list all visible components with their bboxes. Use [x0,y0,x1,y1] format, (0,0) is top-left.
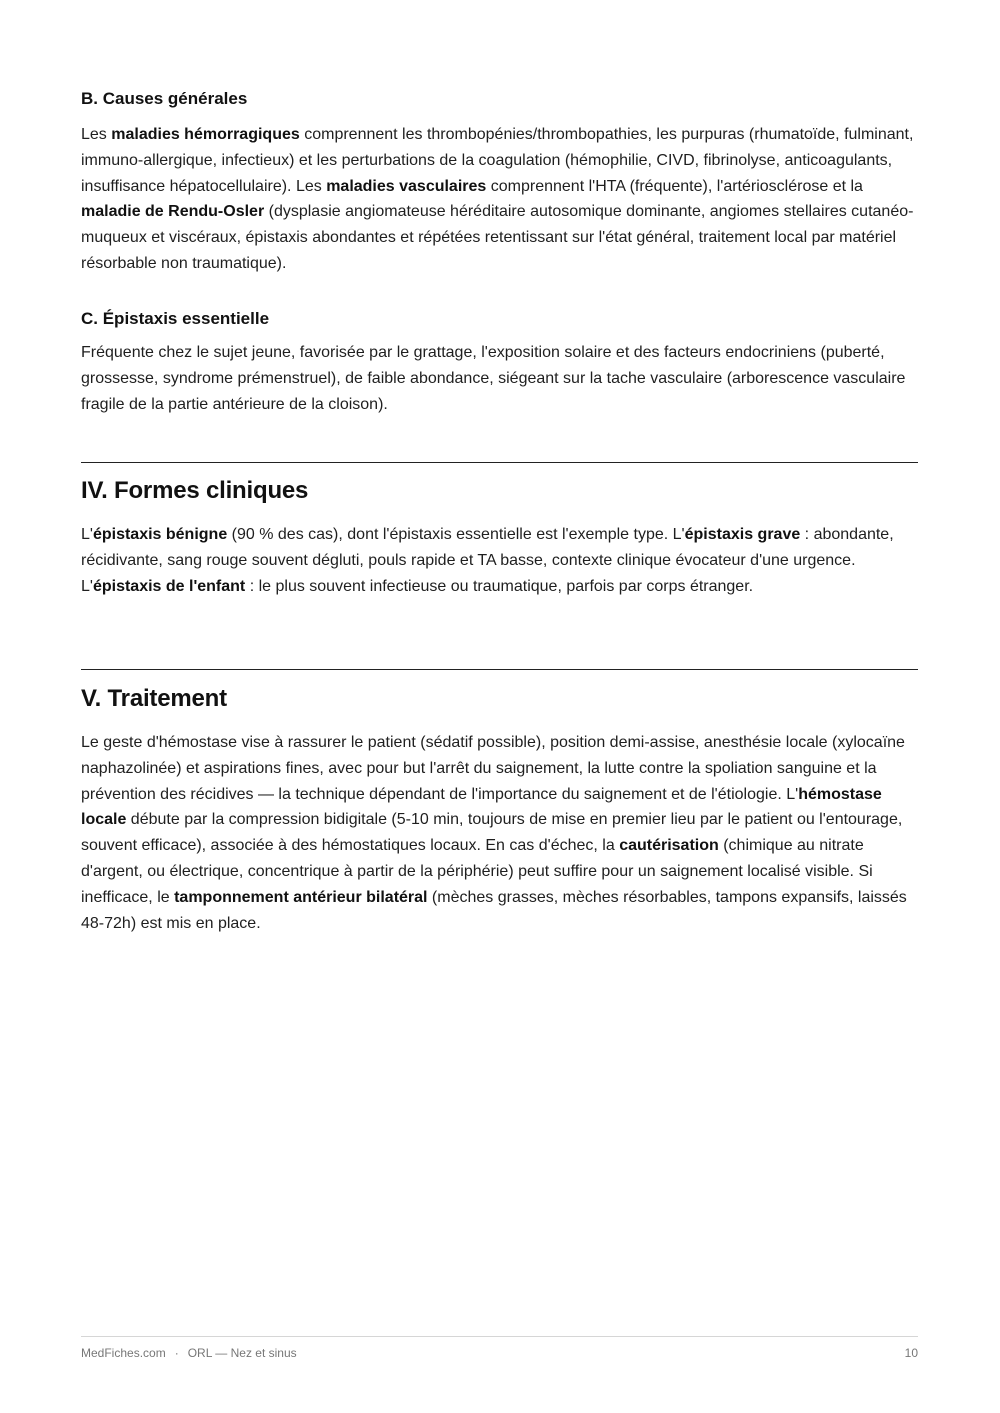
text-run: Les [81,126,112,143]
text-run: : le plus souvent infectieuse ou traumatique, parfois par corps étranger. [245,577,754,595]
section-title-formes-cliniques: IV. Formes cliniques [81,477,309,504]
text-run: (dysplasie angiomateuse héréditaire autosomique dominante, angiomes stellaires cutanéo-muqueux et viscéraux, épistaxis abondantes et répétées retentissant sur l'état général, traitement local par matériel résorbable non traumatique). [81,203,914,272]
paragraph-epistaxis-essentielle: Fréquente chez le sujet jeune, favorisée par le grattage, l'exposition solaire et des facteurs endocriniens (puberté, grossesse, syndrome prémenstruel), de faible abondance, siégeant sur la tache vasculaire (arborescence vasculaire fragile de la partie antérieure de la cloison). [81,344,906,413]
footer-divider [81,1336,918,1337]
text-run: comprennent les thrombopénies/thrombopathies, les purpuras (rhumatoïde, fulminant, immuno-allergique, infectieux) et les perturbations de la coagulation (hémophilie, CIVD, fibrinolyse, anticoagulants, insuffisance hépatocellulaire). Les [81,126,914,195]
document-page [81,0,918,1413]
paragraph-causes-generales [81,122,918,277]
text-run: (mèches grasses, mèches résorbables, tampons expansifs, laissés 48-72h) est mis en place. [81,888,907,932]
subsection-title-epistaxis-essentielle: C. Épistaxis essentielle [81,309,270,328]
text-run: : abondante, récidivante, sang rouge souvent dégluti, pouls rapide et TA basse, contexte clinique évocateur d'une urgence. L' [81,526,894,595]
text-run: L' [81,526,93,543]
paragraph-traitement [81,730,918,936]
bold-term: maladies vasculaires [326,177,487,195]
bold-term: tamponnement antérieur bilatéral [174,888,428,906]
footer-page-number: 10 [904,1346,918,1360]
footer-course-title: ORL — Nez et sinus [187,1346,297,1360]
bold-term: maladies hémorragiques [111,126,300,143]
text-run: comprennent l'HTA (fréquente), l'artériosclérose et la [486,177,863,195]
section-title-traitement: V. Traitement [81,685,227,712]
text-run: débute par la compression bidigitale (5-10 min, toujours de mise en premier lieu par le patient ou l'entourage, souvent efficace), associée à des hémostatiques locaux. En cas d'échec, la [81,811,903,855]
bold-term: épistaxis bénigne [92,526,228,543]
footer-left [81,1345,297,1361]
section-divider [81,669,918,670]
section-divider [81,462,918,463]
bold-term: épistaxis de l'enfant [92,577,246,595]
bold-term: hémostase locale [81,785,882,829]
footer-site-name: MedFiches.com [81,1346,166,1360]
footer-separator: · [174,1346,179,1360]
text-run: Le geste d'hémostase vise à rassurer le patient (sédatif possible), position demi-assise, anesthésie locale (xylocaïne naphazolinée) et aspirations fines, avec pour but l'arrêt du saignement, la lutte contre la spoliation sanguine et la prévention des récidives — la technique dépendant de l'importance du saignement et de l'étiologie. L' [81,734,905,803]
bold-term: maladie de Rendu-Osler [81,203,265,221]
paragraph-formes-cliniques [81,522,918,599]
text-run: (chimique au nitrate d'argent, ou électrique, concentrique à partir de la périphérie) peut suffire pour un saignement localisé visible. Si inefficace, le [81,837,873,906]
bold-term: épistaxis grave [684,526,801,543]
subsection-title-causes-generales: B. Causes générales [81,89,248,108]
text-run: (90 % des cas), dont l'épistaxis essentielle est l'exemple type. L' [227,526,685,543]
bold-term: cautérisation [619,837,719,855]
